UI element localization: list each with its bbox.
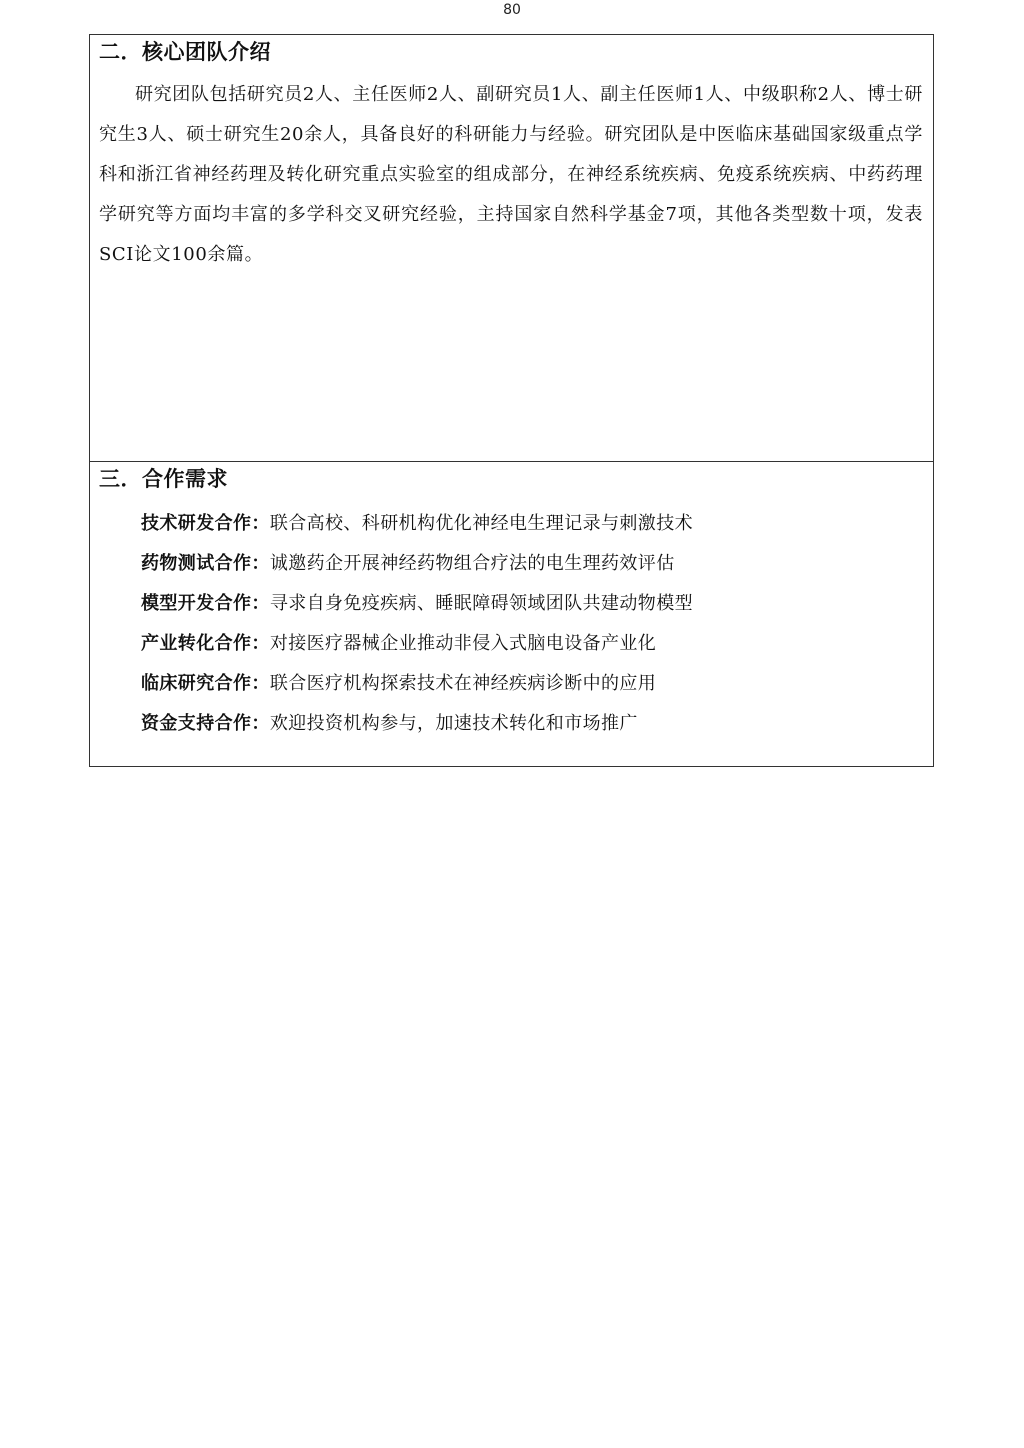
cooperation-item-clinical [141,664,923,704]
cooperation-item-label: 模型开发合作： [141,593,270,614]
core-team-heading: 二．核心团队介绍 [99,40,271,64]
cooperation-item-tech-rd [141,504,923,544]
cooperation-list [99,504,923,744]
core-team-paragraph: 研究团队包括研究员2人、主任医师2人、副研究员1人、副主任医师1人、中级职称2人、博士研究生3人、硕士研究生20余人，具备良好的科研能力与经验。研究团队是中医临床基础国家级重点学科和浙江省神经药理及转化研究重点实验室的组成部分，在神经系统疾病、免疫系统疾病、中药药理学研究等方面均丰富的多学科交叉研究经验，主持国家自然科学基金7项，其他各类型数十项，发表SCI论文100余篇。 [99,84,923,265]
cooperation-item-industrialization [141,624,923,664]
cooperation-section [90,462,933,766]
cooperation-heading: 三．合作需求 [99,467,228,491]
cooperation-item-text: 欢迎投资机构参与，加速技术转化和市场推广 [269,713,638,734]
cooperation-item-funding [141,704,923,744]
cooperation-item-label: 技术研发合作： [141,513,270,534]
page-number: 80 [503,2,521,18]
cooperation-item-model-dev [141,584,923,624]
document-table [89,34,934,767]
cooperation-item-text: 对接医疗器械企业推动非侵入式脑电设备产业化 [269,633,657,654]
cooperation-item-label: 资金支持合作： [141,713,270,734]
cooperation-item-label: 药物测试合作： [141,553,270,574]
cooperation-item-text: 诚邀药企开展神经药物组合疗法的电生理药效评估 [269,553,675,574]
cooperation-item-label: 产业转化合作： [141,633,270,654]
cooperation-item-drug-testing [141,544,923,584]
cooperation-item-text: 寻求自身免疫疾病、睡眠障碍领域团队共建动物模型 [269,593,694,614]
cooperation-item-text: 联合医疗机构探索技术在神经疾病诊断中的应用 [269,673,657,694]
core-team-section [90,35,933,462]
cooperation-item-text: 联合高校、科研机构优化神经电生理记录与刺激技术 [269,513,694,534]
cooperation-item-label: 临床研究合作： [141,673,270,694]
